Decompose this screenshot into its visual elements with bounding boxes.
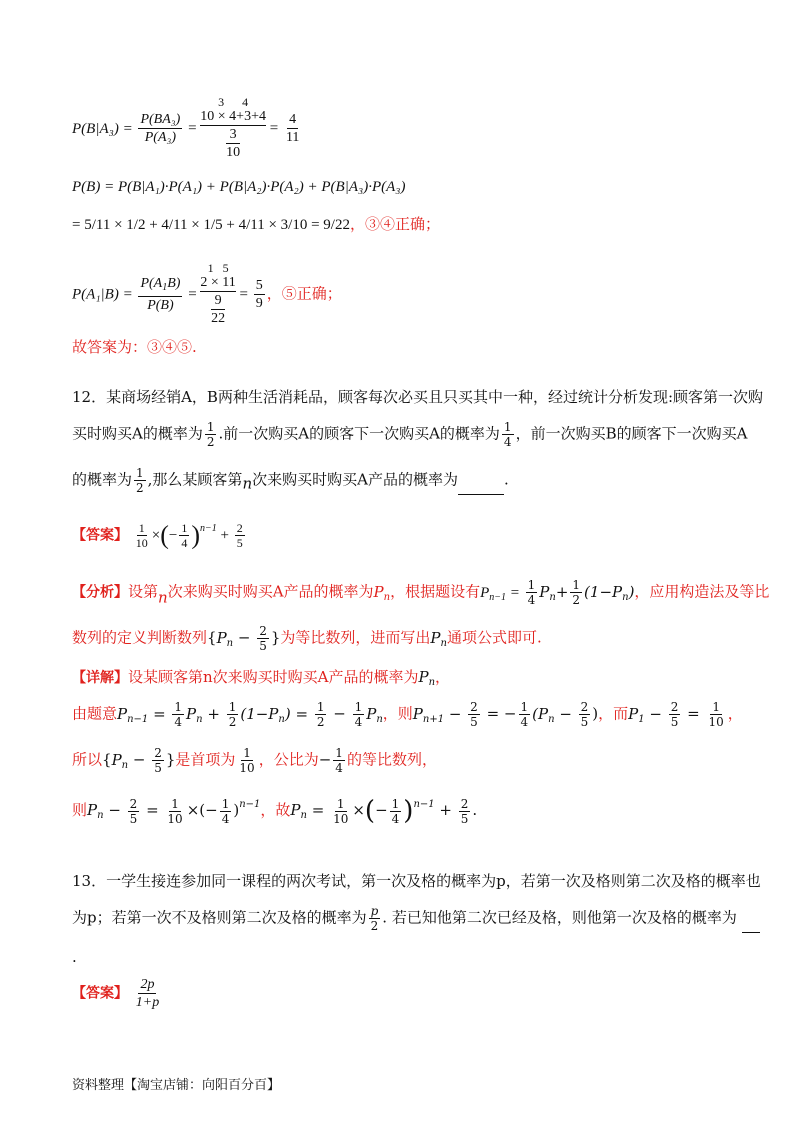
q12-line2: 买时购买A的概率为 $\frac{1}{2}$ .前一次购买A的顾客下一次购买A的概率为 $\frac{1}{4}$ ，前一次购买B的顾客下一次购买A [72,420,748,449]
q13-line2: 为p；若第一次不及格则第二次及格的概率为 $\frac{p}{2}$ . 若已知他第二次已经及格，则他第一次及格的概率为 [72,904,730,944]
q12-answer-line: 【答案】 $\frac{1}{10}$ ×(− $\frac{1}{4}$ )$^{n-1}$ + $\frac{2}{5}$ [72,520,243,551]
pb-sum-line [72,214,730,236]
q12-line1: 12．某商场经销A，B两种生活消耗品，顾客每次必买且只买其中一种，经过统计分析发现:顾客第一次购 [72,388,764,406]
pb-total-probability-line: P(B) = P(B|A₁)·P(A₁) + P(B|A₂)·P(A₂) + P(B|A₃)·P(A₃) [72,179,406,195]
q12-line3: 的概率为 $\frac{1}{2}$ ,那么某顾客第n次来购买时购买A产品的概率为 . [72,466,509,495]
prev-answer-line: 故答案为：③④⑤. [72,338,197,356]
q13-answer-tag: 【答案】 [72,985,128,1002]
q12-detail-line3: 所以{$P_n$ − $\frac{2}{5}$ }是首项为 $\frac{1}{10}$ ，公比为− $\frac{1}{4}$ 的等比数列， [72,746,437,775]
pba3-compound-fraction: 3 4 10 × 4+3+4 3 10 [200,95,266,160]
page-footer: 资料整理【淘宝店铺：向阳百分百】 [72,1078,281,1093]
q12-detail-line1: 【详解】设某顾客第n次来购买时购买A产品的概率为$P_n$， [72,668,451,688]
pba3-result: $\frac{4}{11}$ [285,112,300,145]
pa1b-line: P(A₁|B) = $\frac{P(A_1B)}{P(B)}$ = 1 5 2 × 11 9 22 = $\frac{5}{9}$ ，⑤正确； [72,261,342,326]
q13-answer-blank [742,918,760,933]
q12-answer-tag: 【答案】 [72,527,128,544]
pba3-frac: $\frac{\text{P(BA₃)}}{\text{P(A₃)}}$ [140,112,181,145]
q13-line3: . [72,948,77,966]
q12-number: 12． [72,388,107,406]
q13-answer-line [72,976,730,1020]
q12-detail-line4: 则$P_n$ − $\frac{2}{5}$ = $\frac{1}{10}$ ×(− $\frac{1}{4}$ )$^{n-1}$，故$P_n$ = $\frac{1}{10}$ ×(− $\frac{1}{4}$ )$^{n-1}$ + $\frac{2}{5}$ . [72,796,478,826]
q12-analysis-line1: 【分析】设第n次来购买时购买A产品的概率为$P_n$，根据题设有$P_{n-1}$ = $\frac{1}{4}$ $P_n+$ $\frac{1}{2}$ $(1-P_n)$，应用构造法及等比 [72,578,770,607]
pba3-lhs: P(B|A₃) = [72,120,133,137]
pba3-line: P(B|A₃) = $\frac{\text{P(BA₃)}}{\text{P(A₃)}}$ = 3 4 10 × 4+3+4 3 10 = $\frac{4}{11}$ [72,95,300,160]
pa1b-compound-fraction: 1 5 2 × 11 9 22 [200,261,236,326]
pb-sum-expr: = 5/11 × 1/2 + 4/11 × 1/5 + 4/11 × 3/10 = 9/22 [72,217,350,233]
q12-analysis-line2: 数列的定义判断数列{$P_n$ − $\frac{2}{5}$ }为等比数列，进而写出$P_n$通项公式即可. [72,624,542,653]
q13-line1: 13．一学生接连参加同一课程的两次考试，第一次及格的概率为p，若第一次及格则第二次及格的概率也 [72,872,761,890]
pa1b-lhs: P(A₁|B) = [72,286,133,303]
pb-sum-note: ，③④正确； [349,217,440,233]
q12-answer-blank [458,480,504,495]
pa1b-note: ，⑤正确； [266,286,342,303]
q12-detail-line2: 由题意$P_{n-1}$ = $\frac{1}{4}$ $P_n$ + $\frac{1}{2}$ $(1-P_n)$ = $\frac{1}{2}$ − $\frac{1}{4}$ $P_n$，则$P_{n+1}$ − $\frac{2}{5}$ = − $\frac{1}{4}$ ($P_n$ − $\frac{2}{5}$ )，而$P_1$ − $\frac{2}{5}$ = $\frac{1}{10}$ ， [72,700,743,729]
q13-answer-fraction: $\frac{2p}{1+p}$ [135,977,160,1010]
q13-number: 13． [72,872,107,890]
